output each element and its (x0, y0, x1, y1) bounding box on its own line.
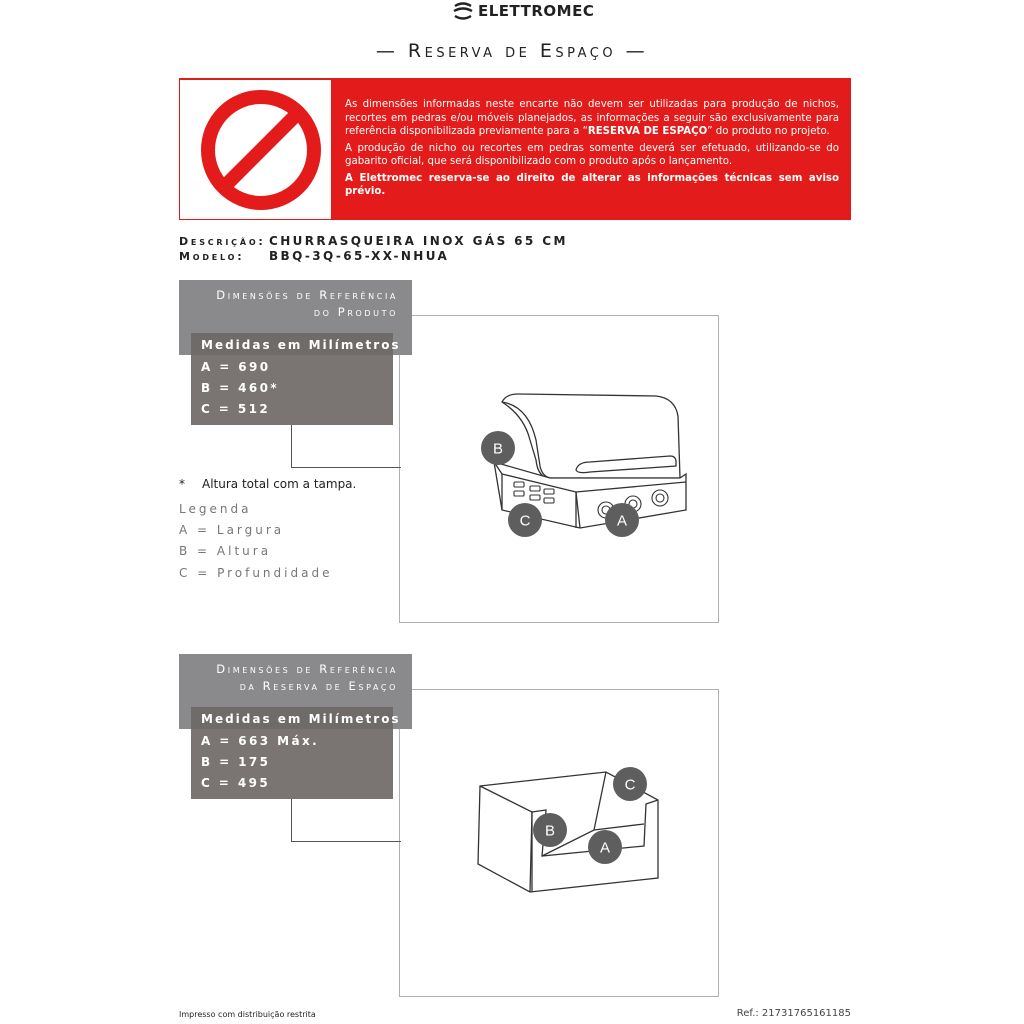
section2-marker-c (612, 766, 648, 802)
section1-marker-b-label: B (492, 440, 504, 458)
section2-marker-b-label: B (544, 822, 556, 840)
section2-title-line2: da Reserva de Espaço (239, 679, 398, 693)
description-label: Descrição: (179, 235, 266, 248)
brand-logo (452, 0, 594, 22)
section2-marker-a (587, 829, 623, 865)
footnote-marker: * (179, 477, 185, 491)
section1-connector (291, 424, 401, 468)
legend-item-a: A = Largura (179, 523, 285, 537)
warning-text (345, 98, 839, 202)
warning-paragraph-3 (345, 172, 839, 199)
section1-marker-c (507, 502, 543, 538)
page-title: — Reserva de Espaço — (375, 40, 649, 62)
warning-paragraph-1 (345, 98, 839, 139)
section2-marker-b (532, 812, 568, 848)
footer-reference: Ref.: 21731765161185 (736, 1008, 851, 1019)
brand-name: ELETTROMEC (478, 2, 595, 20)
section2-marker-c-label: C (624, 776, 636, 794)
legend-title: Legenda (179, 502, 252, 516)
section2-measure-b: B = 175 (201, 755, 271, 769)
section2-measures-title: Medidas em Milímetros (201, 712, 401, 726)
legend-item-b: B = Altura (179, 544, 272, 558)
model-label: Modelo: (179, 250, 245, 263)
section1-measure-b: B = 460* (201, 381, 280, 395)
section1-measure-c: C = 512 (201, 402, 271, 416)
section2-title-line1: Dimensões de Referência (216, 662, 398, 676)
section1-measures-title: Medidas em Milímetros (201, 338, 401, 352)
section1-title-line1: Dimensões de Referência (216, 288, 398, 302)
warning-p1-text: As dimensões informadas neste encarte não devem ser utilizadas para produção de nichos, recortes em pedras e/ou móveis planejados, as informações a seguir são exclusivamente para referência disponibilizada previamente para a “ (345, 99, 839, 137)
description-value: CHURRASQUEIRA INOX GÁS 65 CM (269, 234, 568, 248)
warning-p3-bold: A Elettromec reserva-se ao direito de alterar as informações técnicas sem aviso prévio. (345, 172, 839, 197)
section1-marker-a-label: A (616, 512, 628, 530)
section1-title-line2: do Produto (313, 305, 398, 319)
section1-marker-a (604, 502, 640, 538)
prohibited-icon (180, 80, 331, 219)
section2-measure-c: C = 495 (201, 776, 271, 790)
section1-marker-c-label: C (519, 512, 531, 530)
footer-distribution-note: Impresso com distribuição restrita (179, 1010, 316, 1019)
warning-banner (179, 78, 851, 220)
warning-icon-panel (180, 80, 331, 219)
section1-marker-b (480, 430, 516, 466)
section1-measure-a: A = 690 (201, 360, 271, 374)
model-value: BBQ-3Q-65-XX-NHUA (269, 249, 450, 263)
section2-connector (291, 798, 401, 842)
elettromec-logo-icon (452, 2, 474, 20)
warning-p1-bold: RESERVA DE ESPAÇO (587, 126, 708, 137)
section2-measure-a: A = 663 Máx. (201, 734, 320, 748)
warning-paragraph-2: A produção de nicho ou recortes em pedras somente deverá ser efetuado, utilizando-se do gabarito oficial, que será disponibilizado com o produto após o lançamento. (345, 142, 839, 167)
legend-item-c: C = Profundidade (179, 566, 333, 580)
footnote-text: Altura total com a tampa. (202, 477, 357, 491)
warning-p1-end: ” do produto no projeto. (707, 126, 830, 137)
section2-marker-a-label: A (599, 839, 611, 857)
